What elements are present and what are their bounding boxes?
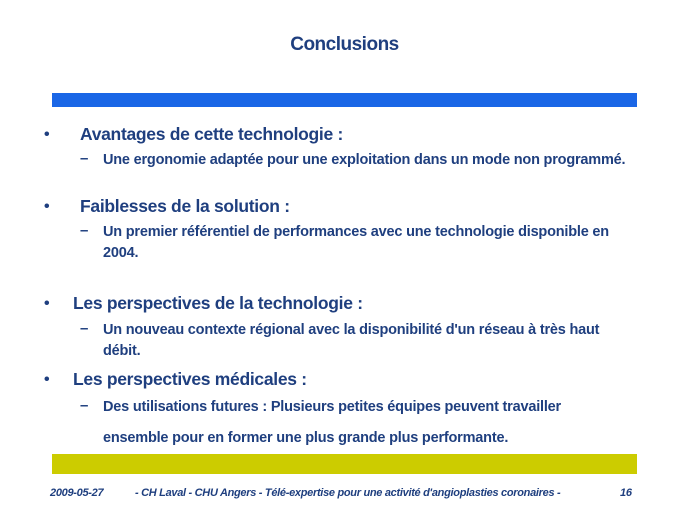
top-divider-bar <box>52 93 637 107</box>
footer-date: 2009-05-27 <box>50 487 104 499</box>
dash-icon: – <box>80 397 89 414</box>
section-item-weaknesses: Un premier référentiel de performances avec une technologie disponible en 2004. <box>103 224 609 261</box>
footer-text: - CH Laval - CHU Angers - Télé-expertise pour une activité d'angioplasties coronaires - <box>135 487 561 499</box>
section-item-medical-perspectives-line2: ensemble pour en former une plus grande plus performante. <box>103 430 509 446</box>
section-heading-weaknesses: Faiblesses de la solution : <box>80 196 290 216</box>
dash-icon: – <box>80 222 89 239</box>
section-item-advantages: Une ergonomie adaptée pour une exploitation dans un mode non programmé. <box>103 152 626 168</box>
bullet-icon: • <box>44 126 50 143</box>
dash-icon: – <box>80 320 89 337</box>
section-item-medical-perspectives-line1: Des utilisations futures : Plusieurs petites équipes peuvent travailler <box>103 399 561 415</box>
slide-title: Conclusions <box>290 34 399 55</box>
section-item-tech-perspectives: Un nouveau contexte régional avec la disponibilité d'un réseau à très haut débit. <box>103 322 600 359</box>
bullet-icon: • <box>44 198 50 215</box>
bottom-divider-bar <box>52 454 637 474</box>
dash-icon: – <box>80 150 89 167</box>
section-heading-medical-perspectives: Les perspectives médicales : <box>73 369 307 389</box>
bullet-icon: • <box>44 295 50 312</box>
page-number: 16 <box>620 487 632 499</box>
section-heading-advantages: Avantages de cette technologie : <box>80 124 344 144</box>
section-heading-tech-perspectives: Les perspectives de la technologie : <box>73 293 363 313</box>
bullet-icon: • <box>44 371 50 388</box>
